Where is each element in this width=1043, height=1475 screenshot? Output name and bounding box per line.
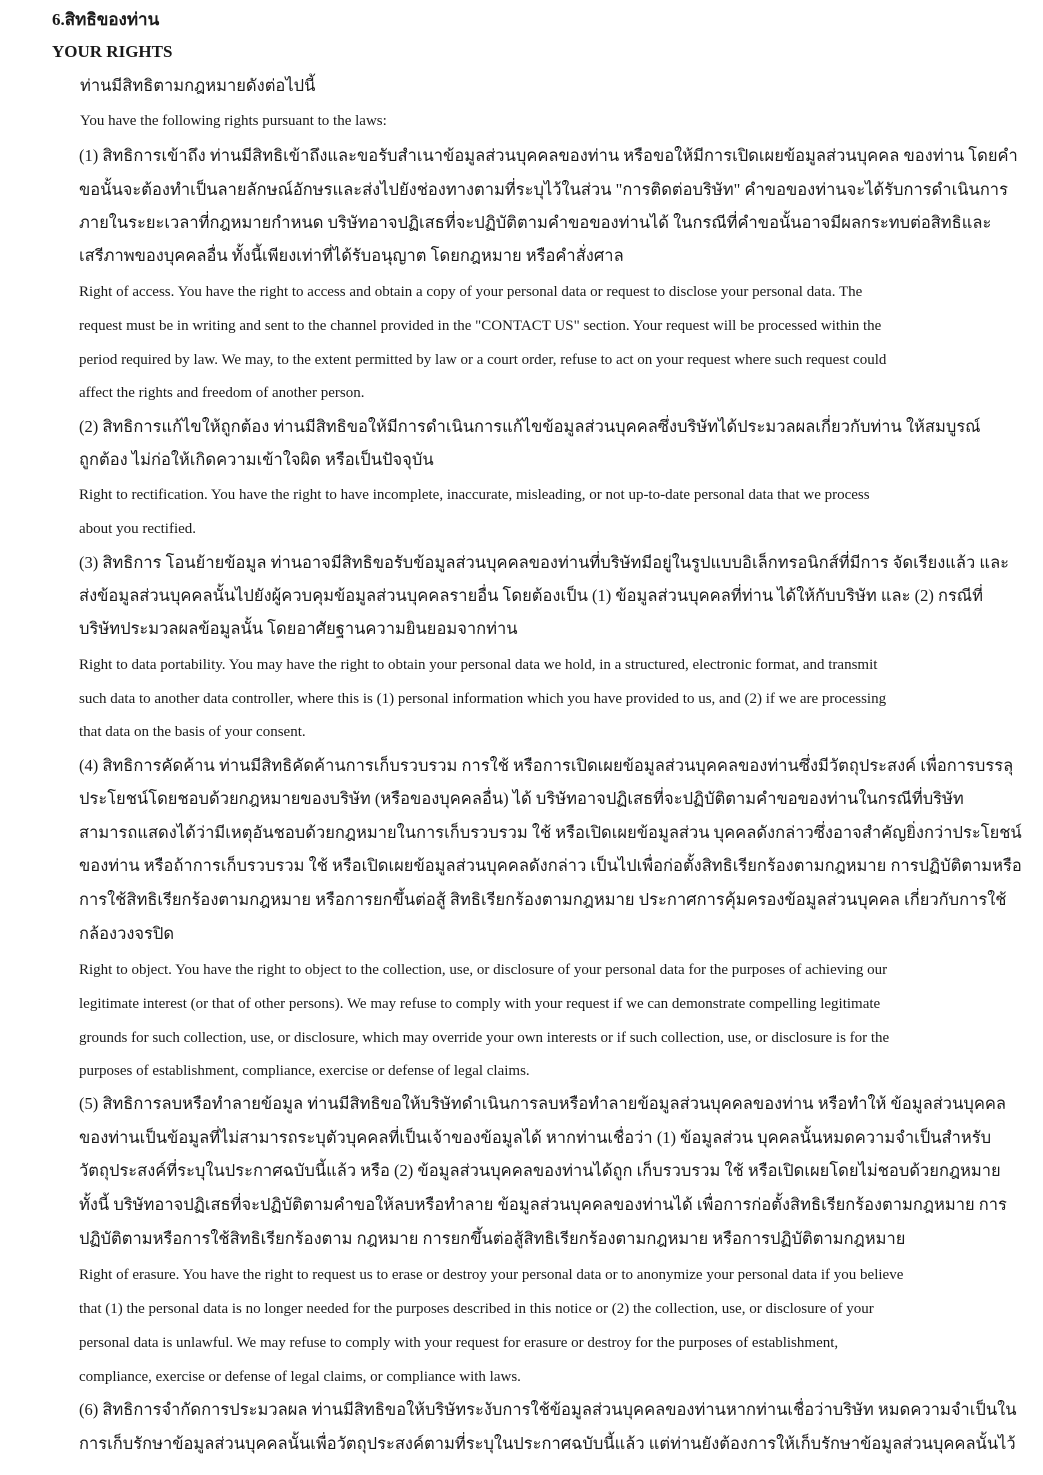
right-2-en-line: Right to rectification. You have the right to have incomplete, inaccurate, misleading, or not up-to-date personal data that we process	[79, 487, 870, 503]
right-5-en-line: Right of erasure. You have the right to request us to erase or destroy your personal data or to anonymize your personal data if you believe	[79, 1267, 904, 1283]
right-4-th-line: (4) สิทธิการคัดค้าน ท่านมีสิทธิคัดค้านการเก็บรวบรวม การใช้ หรือการเปิดเผยข้อมูลส่วนบุคคลของท่านซึ่งมีวัตถุประสงค์ เพื่อการบรรลุ	[79, 756, 1014, 775]
intro-en: You have the following rights pursuant to the laws:	[80, 113, 387, 129]
right-1-en-line: Right of access. You have the right to access and obtain a copy of your personal data or request to disclose your personal data. The	[79, 284, 863, 300]
right-4-th-line: ของท่าน หรือถ้าการเก็บรวบรวม ใช้ หรือเปิดเผยข้อมูลส่วนบุคคลดังกล่าว เป็นไปเพื่อก่อตั้งสิทธิเรียกร้องตามกฎหมาย การปฏิบัติตามหรือ	[79, 856, 1022, 875]
right-1-en-line: period required by law. We may, to the extent permitted by law or a court order, refuse to act on your request where such request could	[79, 352, 887, 368]
right-4-th-line: สามารถแสดงได้ว่ามีเหตุอันชอบด้วยกฎหมายในการเก็บรวบรวม ใช้ หรือเปิดเผยข้อมูลส่วน บุคคลดังกล่าวซึ่งอาจสำคัญยิ่งกว่าประโยชน์	[79, 823, 1022, 842]
right-2-th-line: (2) สิทธิการแก้ไขให้ถูกต้อง ท่านมีสิทธิขอให้มีการดำเนินการแก้ไขข้อมูลส่วนบุคคลซึ่งบริษัทได้ประมวลผลเกี่ยวกับท่าน ให้สมบูรณ์	[79, 417, 981, 436]
right-5-th-line: ทั้งนี้ บริษัทอาจปฏิเสธที่จะปฏิบัติตามคำขอให้ลบหรือทำลาย ข้อมูลส่วนบุคคลของท่านได้ เพื่อการก่อตั้งสิทธิเรียกร้องตามกฎหมาย การ	[79, 1195, 1007, 1214]
right-3-th-line: บริษัทประมวลผลข้อมูลนั้น โดยอาศัยฐานความยินยอมจากท่าน	[79, 619, 518, 638]
right-4-en-line: legitimate interest (or that of other persons). We may refuse to comply with your request if we can demonstrate compelling legitimate	[79, 996, 881, 1012]
right-5-en-line: compliance, exercise or defense of legal claims, or compliance with laws.	[79, 1369, 521, 1385]
right-1-en-line: request must be in writing and sent to the channel provided in the "CONTACT US" section. Your request will be processed within the	[79, 318, 882, 334]
right-6-th-line: (6) สิทธิการจำกัดการประมวลผล ท่านมีสิทธิขอให้บริษัทระงับการใช้ข้อมูลส่วนบุคคลของท่านหากท่านเชื่อว่าบริษัท หมดความจำเป็นใน	[79, 1400, 1017, 1419]
right-2-en-line: about you rectified.	[79, 521, 197, 537]
right-4-en-line: grounds for such collection, use, or disclosure, which may override your own interests or if such collection, use, or disclosure is for the	[79, 1030, 890, 1046]
right-1-th-line: เสรีภาพของบุคคลอื่น ทั้งนี้เพียงเท่าที่ได้รับอนุญาต โดยกฎหมาย หรือคำสั่งศาล	[79, 246, 624, 265]
right-3-en-line: Right to data portability. You may have the right to obtain your personal data we hold, in a structured, electronic format, and transmit	[79, 657, 878, 673]
right-5-en-line: personal data is unlawful. We may refuse to comply with your request for erasure or destroy for the purposes of establishment,	[79, 1335, 839, 1351]
right-4-en-line: purposes of establishment, compliance, exercise or defense of legal claims.	[79, 1063, 530, 1079]
right-3-th-line: ส่งข้อมูลส่วนบุคคลนั้นไปยังผู้ควบคุมข้อมูลส่วนบุคคลรายอื่น โดยต้องเป็น (1) ข้อมูลส่วนบุคคลที่ท่าน ได้ให้กับบริษัท และ (2) กรณีที่	[79, 586, 983, 605]
intro-th: ท่านมีสิทธิตามกฎหมายดังต่อไปนี้	[80, 76, 316, 95]
right-4-th-line: การใช้สิทธิเรียกร้องตามกฎหมาย หรือการยกขึ้นต่อสู้ สิทธิเรียกร้องตามกฎหมาย ประกาศการคุ้มครองข้อมูลส่วนบุคคล เกี่ยวกับการใช้	[79, 890, 1007, 909]
right-1-th-line: ภายในระยะเวลาที่กฎหมายกำหนด บริษัทอาจปฏิเสธที่จะปฏิบัติตามคำขอของท่านได้ ในกรณีที่คำขอนั้นอาจมีผลกระทบต่อสิทธิและ	[79, 213, 992, 232]
right-1-en-line: affect the rights and freedom of another person.	[79, 385, 365, 401]
right-5-th-line: วัตถุประสงค์ที่ระบุในประกาศฉบับนี้แล้ว หรือ (2) ข้อมูลส่วนบุคคลของท่านได้ถูก เก็บรวบรวม ใช้ หรือเปิดเผยโดยไม่ชอบด้วยกฎหมาย	[79, 1161, 1001, 1180]
right-1-th-line: (1) สิทธิการเข้าถึง ท่านมีสิทธิเข้าถึงและขอรับสำเนาข้อมูลส่วนบุคคลของท่าน หรือขอให้มีการเปิดเผยข้อมูลส่วนบุคคล ของท่าน โดยคำ	[79, 146, 1018, 165]
section-heading-en: YOUR RIGHTS	[52, 42, 173, 61]
right-4-th-line: กล้องวงจรปิด	[79, 924, 175, 943]
right-3-en-line: that data on the basis of your consent.	[79, 724, 306, 740]
right-3-en-line: such data to another data controller, where this is (1) personal information which you have provided to us, and (2) if we are processing	[79, 691, 887, 707]
right-1-th-line: ขอนั้นจะต้องทำเป็นลายลักษณ์อักษรและส่งไปยังช่องทางตามที่ระบุไว้ในส่วน "การติดต่อบริษัท" คำขอของท่านจะได้รับการดำเนินการ	[79, 180, 1008, 199]
right-5-th-line: ปฏิบัติตามหรือการใช้สิทธิเรียกร้องตาม กฎหมาย การยกขึ้นต่อสู้สิทธิเรียกร้องตามกฎหมาย หรือการปฏิบัติตามกฎหมาย	[79, 1229, 906, 1248]
right-4-th-line: ประโยชน์โดยชอบด้วยกฎหมายของบริษัท (หรือของบุคคลอื่น) ได้ บริษัทอาจปฏิเสธที่จะปฏิบัติตามคำขอของท่านในกรณีที่บริษัท	[79, 789, 964, 808]
right-6-th-line: การเก็บรักษาข้อมูลส่วนบุคคลนั้นเพื่อวัตถุประสงค์ตามที่ระบุในประกาศฉบับนี้แล้ว แต่ท่านยังต้องการให้เก็บรักษาข้อมูลส่วนบุคคลนั้นไว้	[79, 1434, 1016, 1453]
right-5-th-line: ของท่านเป็นข้อมูลที่ไม่สามารถระบุตัวบุคคลที่เป็นเจ้าของข้อมูลได้ หากท่านเชื่อว่า (1) ข้อมูลส่วน บุคคลนั้นหมดความจำเป็นสำหรับ	[79, 1128, 992, 1147]
right-2-th-line: ถูกต้อง ไม่ก่อให้เกิดความเข้าใจผิด หรือเป็นปัจจุบัน	[79, 450, 434, 469]
right-5-th-line: (5) สิทธิการลบหรือทำลายข้อมูล ท่านมีสิทธิขอให้บริษัทดำเนินการลบหรือทำลายข้อมูลส่วนบุคคลของท่าน หรือทำให้ ข้อมูลส่วนบุคคล	[79, 1094, 1007, 1113]
right-4-en-line: Right to object. You have the right to object to the collection, use, or disclosure of your personal data for the purposes of achieving our	[79, 962, 888, 978]
section-heading-th: 6.สิทธิของท่าน	[52, 10, 160, 29]
right-5-en-line: that (1) the personal data is no longer needed for the purposes described in this notice or (2) the collection, use, or disclosure of your	[79, 1301, 874, 1317]
right-3-th-line: (3) สิทธิการ โอนย้ายข้อมูล ท่านอาจมีสิทธิขอรับข้อมูลส่วนบุคคลของท่านที่บริษัทมีอยู่ในรูปแบบอิเล็กทรอนิกส์ที่มีการ จัดเรียงแล้ว และ	[79, 553, 1010, 572]
